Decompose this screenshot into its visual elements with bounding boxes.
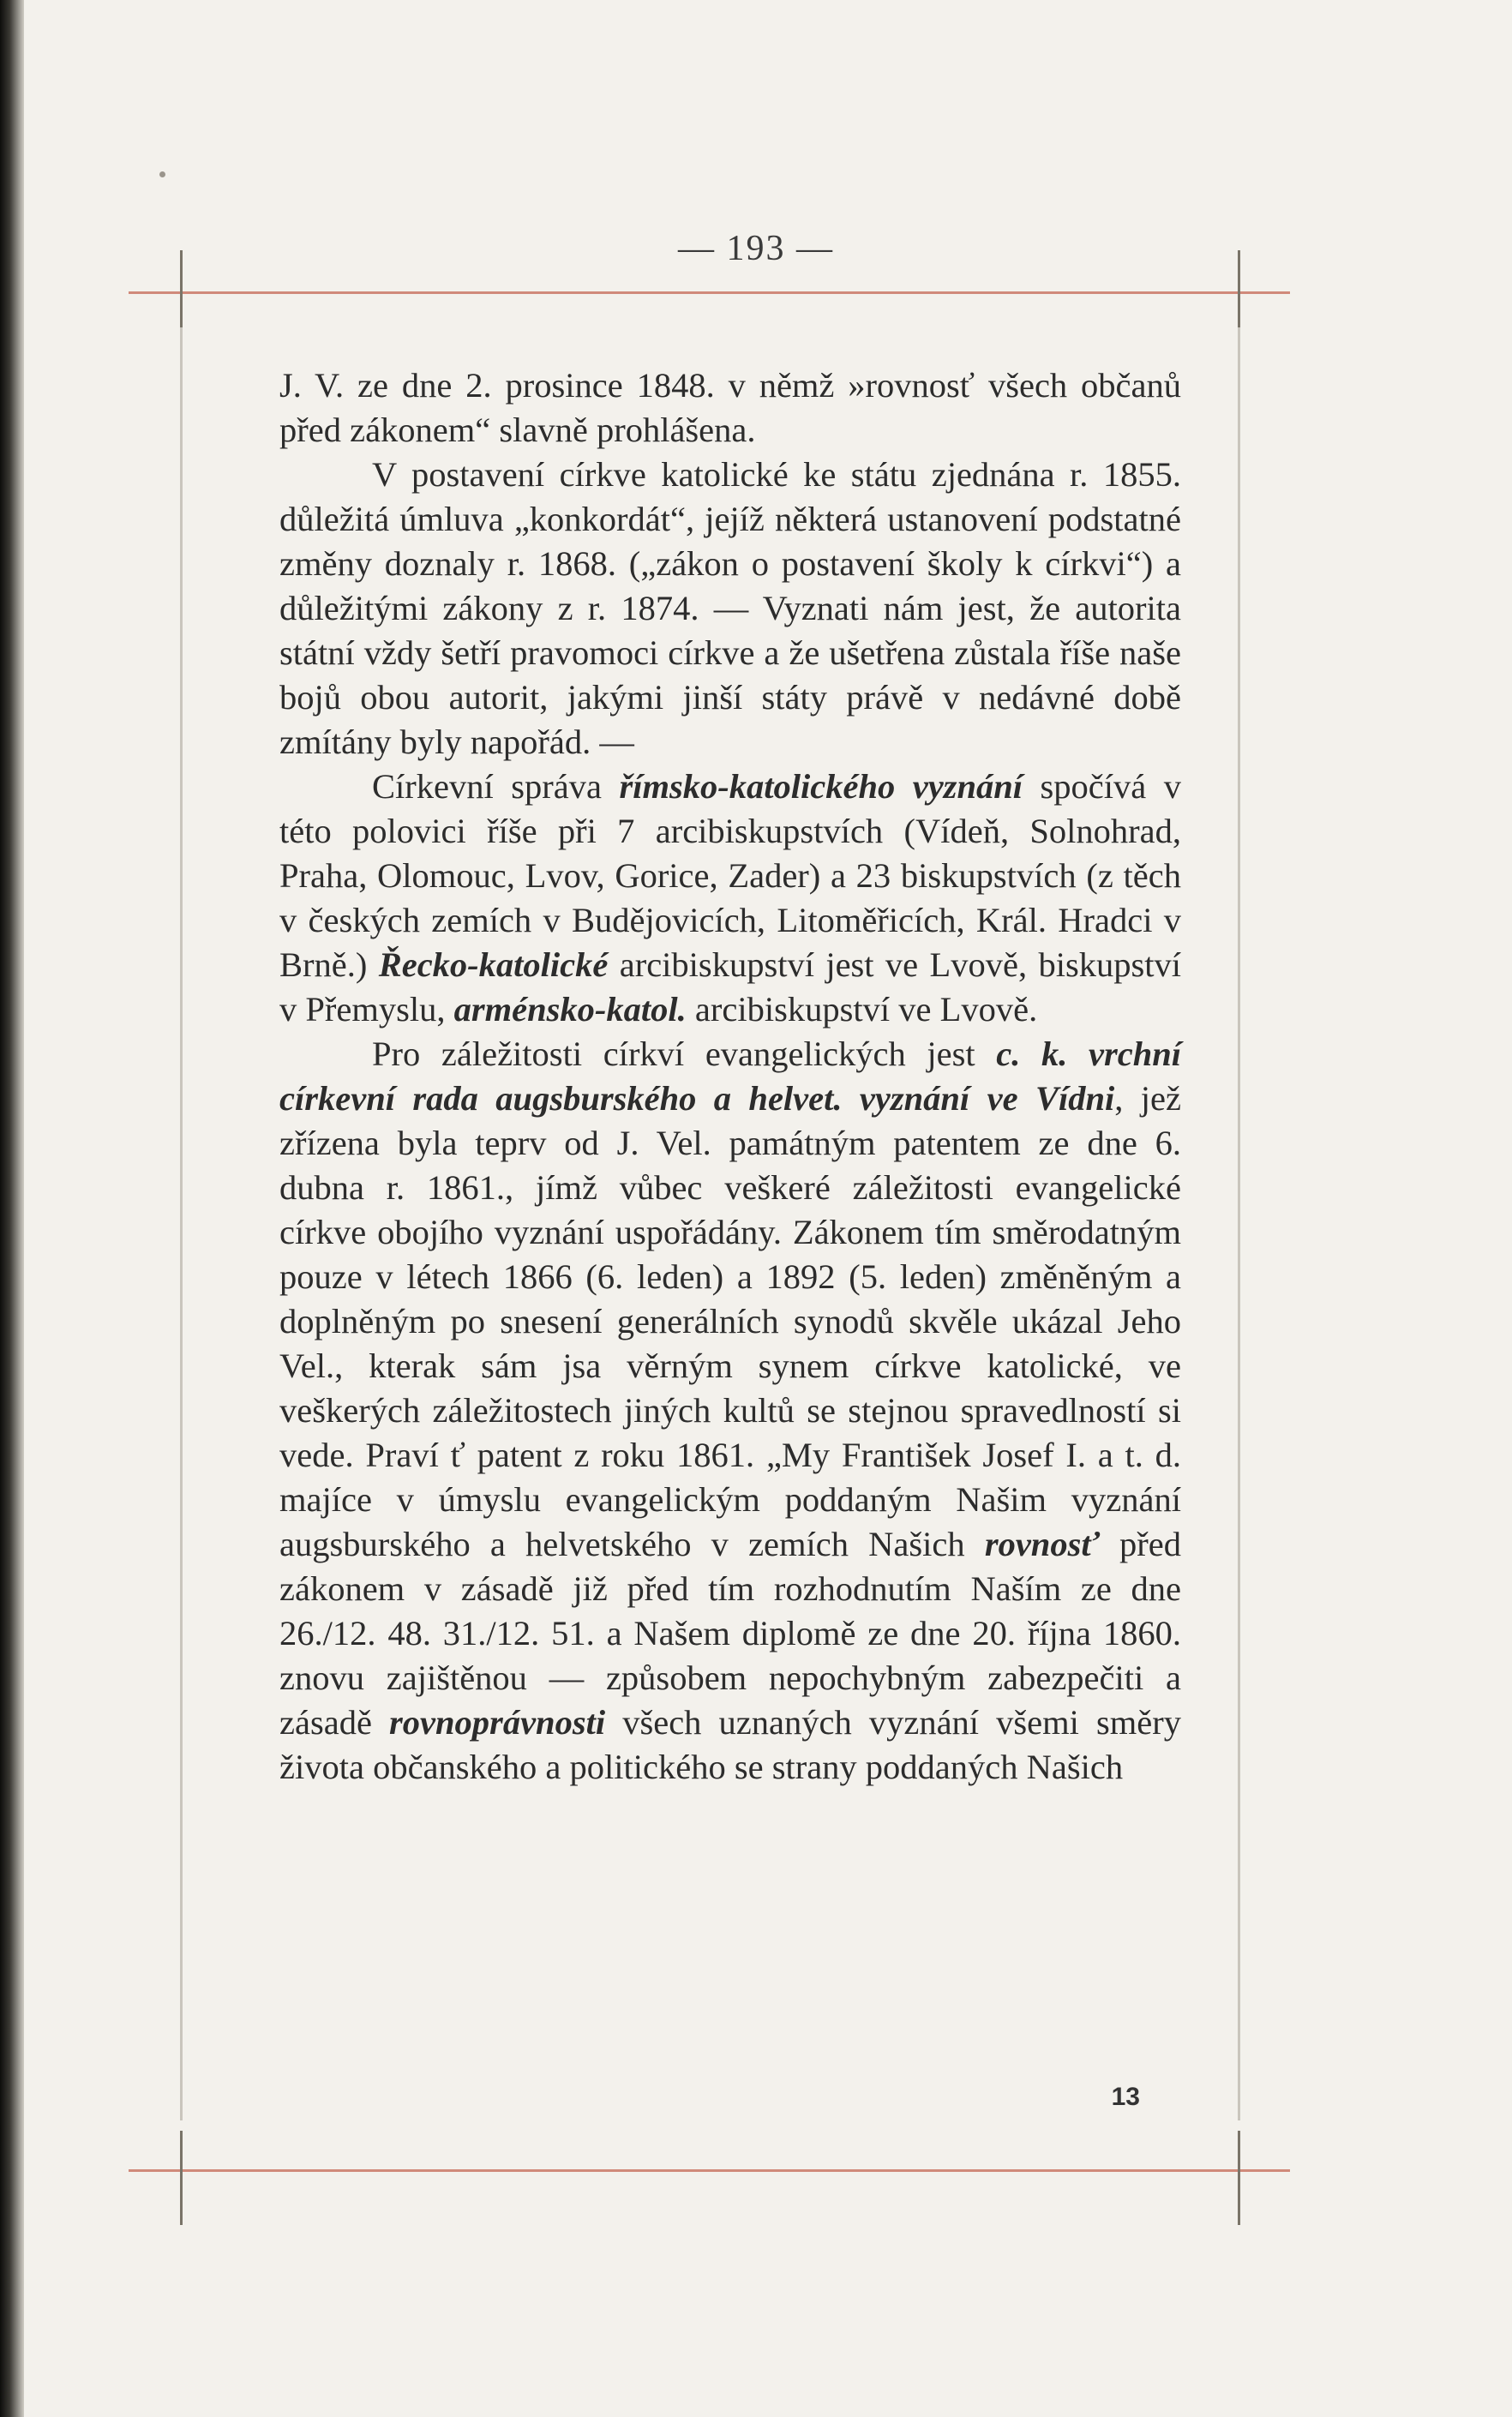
italic-term: rovnosť	[984, 1525, 1100, 1563]
text-run: arcibiskupství jest ve Lvově, biskupství v Přemyslu,	[279, 945, 1181, 1029]
italic-term: arménsko-katol.	[453, 990, 687, 1029]
paragraph	[279, 363, 1181, 453]
text-run: Církevní správa	[372, 767, 620, 806]
page-number: — 193 —	[678, 229, 834, 268]
text-run: V postavení církve katolické ke státu zjednána r. 1855. důležitá úmluva „konkordát“, jejíž některá ustanovení podstatné změny doznaly r. 1868. („zákon o postavení školy k církvi“) a důležitými zákony z r. 1874. — Vyznati nám jest, že autorita státní vždy šetří pravomoci církve a že ušetřena zůstala říše naše bojů obou autorit, jakými jinší státy právě v nedávné době zmítány byly napořád. —	[279, 455, 1181, 761]
text-run: arcibiskupství ve Lvově.	[686, 990, 1038, 1029]
frame-left	[180, 327, 183, 2120]
frame-right	[1238, 327, 1240, 2120]
text-run: před zákonem v zásadě již před tím rozhodnutím Naším ze dne 26./12. 48. 31./12. 51. a Našem diplomě ze dne 20. října 1860. znovu zajištěnou — způsobem nepochybným zabezpečiti a zásadě	[279, 1525, 1181, 1742]
text-run: Pro záležitosti církví evangelických jest	[372, 1035, 997, 1073]
signature-mark: 13	[1111, 2083, 1140, 2111]
text-run: spočívá v této polovici říše při 7 arcibiskupstvích (Vídeň, Solnohrad, Praha, Olomouc, Lvov, Gorice, Zader) a 23 biskupstvích (z těch v českých zemích v Budějovicích, Litoměřicích, Král. Hradci v Brně.)	[279, 767, 1181, 984]
paragraph	[279, 453, 1181, 765]
text-run: všech uznaných vyznání všemi směry života občanského a politického se strany poddaných Našich	[279, 1703, 1182, 1786]
text-run: J. V. ze dne 2. prosince 1848. v němž »rovnosť všech občanů před zákonem“ slavně prohlášena.	[279, 366, 1181, 449]
spine-shadow	[0, 0, 24, 2417]
italic-term: Řecko-katolické	[378, 945, 609, 984]
italic-term: rovnoprávnosti	[389, 1703, 606, 1742]
frame-left-bottom	[180, 2131, 183, 2225]
body-text	[279, 363, 1181, 1790]
italic-term: římsko-katolického vyznání	[619, 767, 1023, 806]
paper-speck	[159, 171, 165, 177]
footer-rule	[129, 2169, 1290, 2172]
header-rule	[129, 291, 1290, 294]
paragraph	[279, 1032, 1181, 1790]
frame-right-bottom	[1238, 2131, 1240, 2225]
text-run: , jež zřízena byla teprv od J. Vel. památným patentem ze dne 6. dubna r. 1861., jímž vůbec veškeré záležitosti evangelické církve obojího vyznání uspořádány. Zákonem tím směrodatným pouze v létech 1866 (6. leden) a 1892 (5. leden) změněným a doplněným po snesení generálních synodů skvěle ukázal Jeho Vel., kterak sám jsa věrným synem církve katolické, ve veškerých záležitostech jiných kultů se stejnou spravedlností si vede. Praví ť patent z roku 1861. „My František Josef I. a t. d. majíce v úmyslu evangelickým poddaným Našim vyznání augsburského a helvetského v zemích Našich	[279, 1079, 1181, 1563]
italic-term: c. k. vrchní církevní rada augsburského a helvet. vyznání ve Vídni	[279, 1035, 1182, 1118]
paragraph	[279, 765, 1181, 1032]
